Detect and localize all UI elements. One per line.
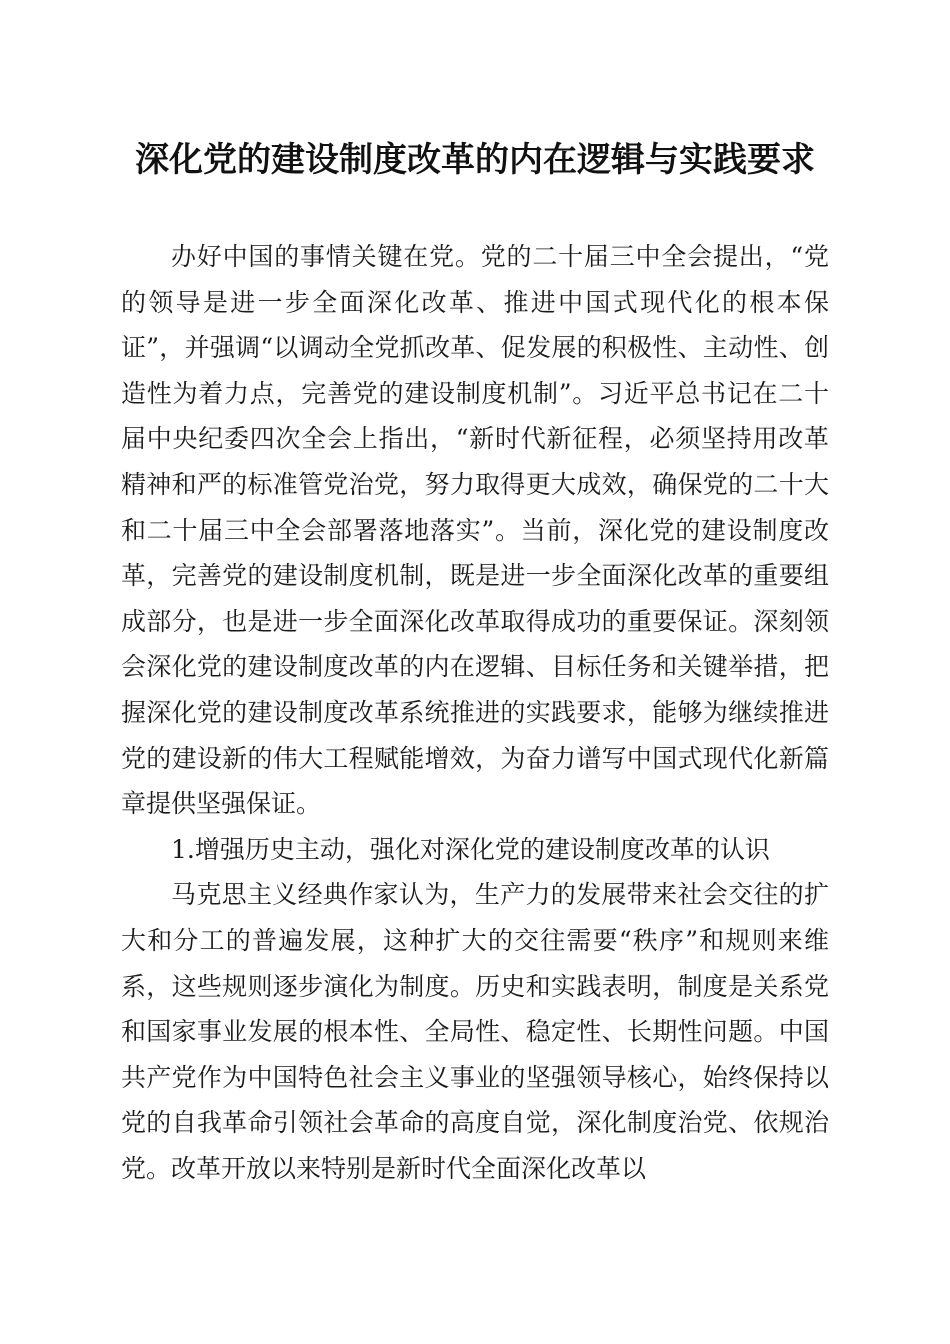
document-title: 深化党的建设制度改革的内在逻辑与实践要求 xyxy=(135,140,815,180)
document-body xyxy=(121,234,829,1191)
section-heading-1: 1.增强历史主动，强化对深化党的建设制度改革的认识 xyxy=(171,834,770,864)
intro-paragraph: 办好中国的事情关键在党。党的二十届三中全会提出，“党的领导是进一步全面深化改革、推进中国式现代化的根本保证”，并强调“以调动全党抓改革、促发展的积极性、主动性、创造性为着力点，完善党的建设制度机制”。习近平总书记在二十届中央纪委四次全会上指出，“新时代新征程，必须坚持用改革精神和严的标准管党治党，努力取得更大成效，确保党的二十大和二十届三中全会部署落地落实”。当前，深化党的建设制度改革，完善党的建设制度机制，既是进一步全面深化改革的重要组成部分，也是进一步全面深化改革取得成功的重要保证。深刻领会深化党的建设制度改革的内在逻辑、目标任务和关键举措，把握深化党的建设制度改革系统推进的实践要求，能够为继续推进党的建设新的伟大工程赋能增效，为奋力谱写中国式现代化新篇章提供坚强保证。 xyxy=(121,242,829,819)
section-1-paragraph: 马克思主义经典作家认为，生产力的发展带来社会交往的扩大和分工的普遍发展，这种扩大的交往需要“秩序”和规则来维系，这些规则逐步演化为制度。历史和实践表明，制度是关系党和国家事业发展的根本性、全局性、稳定性、长期性问题。中国共产党作为中国特色社会主义事业的坚强领导核心，始终保持以党的自我革命引领社会革命的高度自觉，深化制度治党、依规治党。改革开放以来特别是新时代全面深化改革以 xyxy=(121,880,829,1183)
